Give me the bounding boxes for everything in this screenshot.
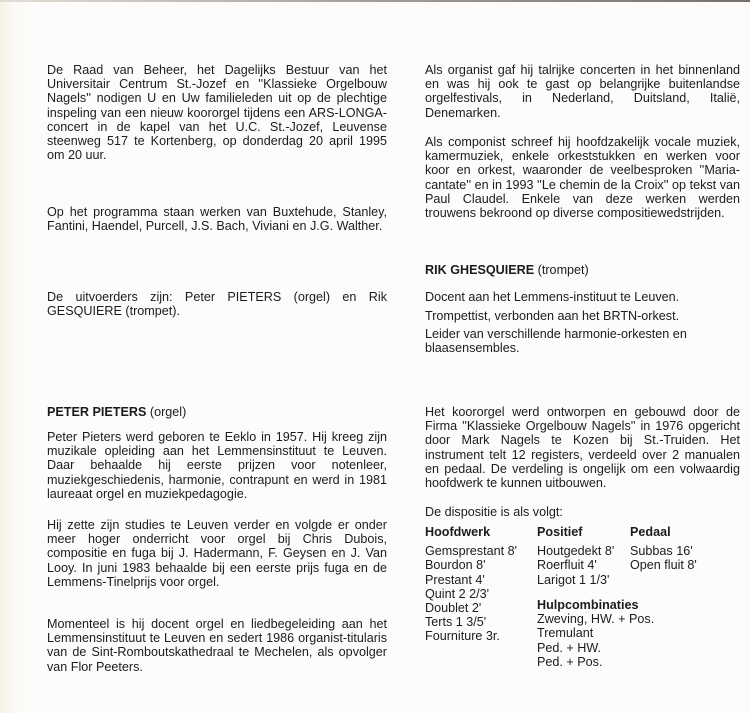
program-text: Op het programma staan werken van Buxtehude, Stanley, Fantini, Haendel, Purcell, J.S. Bach, Viviani en J.G. Walther. [47, 205, 387, 234]
pedaal-title: Pedaal [630, 525, 671, 539]
hoofdwerk-stop: Prestant 4' [425, 572, 485, 587]
pieters-bio-3 [47, 617, 387, 674]
hoofdwerk-list [425, 525, 517, 644]
invitation-paragraph [47, 63, 387, 162]
pieters-bio-1-text: Peter Pieters werd geboren te Eeklo in 1957. Hij kreeg zijn muzikale opleiding aan het Lemmensinstituut te Leuven. Daar behaalde hij eerste prijzen voor notenleer, muziekgeschiedenis, harmonie, contrapunt en werd in 1981 laureaat orgel en muziekpedagogie. [47, 430, 387, 501]
hoofdwerk-stop: Terts 1 3/5' [425, 615, 487, 630]
pedaal-stop: Open fluit 8' [630, 558, 697, 573]
ghesquiere-line-1-text: Docent aan het Lemmens-instituut te Leuven. [425, 290, 680, 304]
organist-paragraph [425, 63, 740, 120]
page-top-edge [0, 0, 750, 2]
hoofdwerk-stop: Quint 2 2/3' [425, 586, 490, 601]
ghesquiere-line-3 [425, 327, 740, 355]
hoofdwerk-stop: Gemsprestant 8' [425, 544, 517, 559]
pieters-bio-1 [47, 430, 387, 501]
composer-paragraph [425, 135, 740, 220]
ghesquiere-line-2 [425, 309, 740, 323]
performers-paragraph [47, 290, 387, 318]
disposition-intro [425, 505, 740, 519]
pieters-bio-2-text: Hij zette zijn studies te Leuven verder en volgde er onder meer hoger onderricht voor orgel bij Chris Dubois, compositie en fuga bij J. Hadermann, F. Geysen en J. Van Looy. In juni 1983 behaalde bij een eerste prijs fuga en de Lemmens-Tinelprijs voor orgel. [47, 518, 387, 589]
hulpcombinatie-item: Ped. + Pos. [537, 654, 603, 669]
organ-text: Het koororgel werd ontworpen en gebouwd door de Firma ''Klassieke Orgelbouw Nagels'' in 1976 opgericht door Mark Nagels te Kozen bij St.-Truiden. Het instrument telt 12 registers, verdeeld over 2 manualen en pedaal. De verdeling is ongelijk om een volwaardig hoofdwerk te kunnen uitbouwen. [425, 405, 740, 491]
hulpcombinaties-list [537, 598, 654, 669]
pieters-role: (orgel) [149, 405, 187, 419]
ghesquiere-heading [425, 263, 740, 277]
ghesquiere-line-3-text: Leider van verschillende harmonie-orkesten en blaasensembles. [425, 327, 687, 356]
pieters-bio-3-text: Momenteel is hij docent orgel en liedbegeleiding aan het Lemmensinstituut te Leuven en sedert 1986 organist-titularis van de Sint-Romboutskathedraal te Mechelen, als opvolger van Flor Peeters. [47, 617, 387, 674]
ghesquiere-line-2-text: Trompettist, verbonden aan het BRTN-orkest. [425, 309, 680, 323]
hulpcombinatie-item: Tremulant [537, 626, 594, 641]
program-paragraph [47, 205, 387, 233]
pieters-bio-2 [47, 518, 387, 589]
pedaal-stop: Subbas 16' [630, 544, 693, 559]
positief-stop: Larigot 1 1/3' [537, 572, 610, 587]
positief-stop: Houtgedekt 8' [537, 544, 615, 559]
pieters-name: PETER PIETERS [47, 405, 147, 419]
hoofdwerk-title: Hoofdwerk [425, 525, 491, 539]
positief-stop: Roerfluit 4' [537, 558, 597, 573]
hoofdwerk-stop: Fourniture 3r. [425, 629, 500, 644]
positief-list [537, 525, 614, 587]
composer-text: Als componist schreef hij hoofdzakelijk vocale muziek, kamermuziek, enkele orkeststukken en werken voor koor en orkest, waaronder de veelbesproken ''Maria-cantate'' en in 1993 ''Le chemin de la Croix'' op tekst van Paul Claudel. Enkele van deze werken werden trouwens bekroond op diverse compositiewedstrijden. [425, 135, 740, 221]
ghesquiere-role: (trompet) [537, 263, 589, 277]
organ-paragraph [425, 405, 740, 490]
positief-title: Positief [537, 525, 583, 539]
organist-text: Als organist gaf hij talrijke concerten in het binnenland en was hij ook te gast op belangrijke buitenlandse orgelfestivals, in Nederland, Duitsland, Italië, Denemarken. [425, 63, 740, 120]
disposition-intro-text: De dispositie is als volgt: [425, 505, 563, 519]
performers-text: De uitvoerders zijn: Peter PIETERS (orgel) en Rik GESQUIERE (trompet). [47, 290, 387, 319]
hulpcombinatie-item: Ped. + HW. [537, 640, 602, 655]
pieters-heading [47, 405, 387, 419]
hoofdwerk-stop: Doublet 2' [425, 601, 482, 616]
pedaal-list [630, 525, 697, 573]
hulpcombinaties-title: Hulpcombinaties [537, 598, 639, 612]
ghesquiere-line-1 [425, 290, 740, 304]
invitation-text: De Raad van Beheer, het Dagelijks Bestuur van het Universitair Centrum St.-Jozef en ''Klassieke Orgelbouw Nagels'' nodigen U en Uw familieleden uit op de plechtige inspeling van een nieuw koororgel tijdens een ARS-LONGA-concert in de kapel van het U.C. St.-Jozef, Leuvense steenweg 517 te Kortenberg, op donderdag 20 april 1995 om 20 uur. [47, 63, 387, 163]
hoofdwerk-stop: Bourdon 8' [425, 558, 486, 573]
ghesquiere-name: RIK GHESQUIERE [425, 263, 535, 277]
hulpcombinatie-item: Zweving, HW. + Pos. [537, 612, 655, 627]
